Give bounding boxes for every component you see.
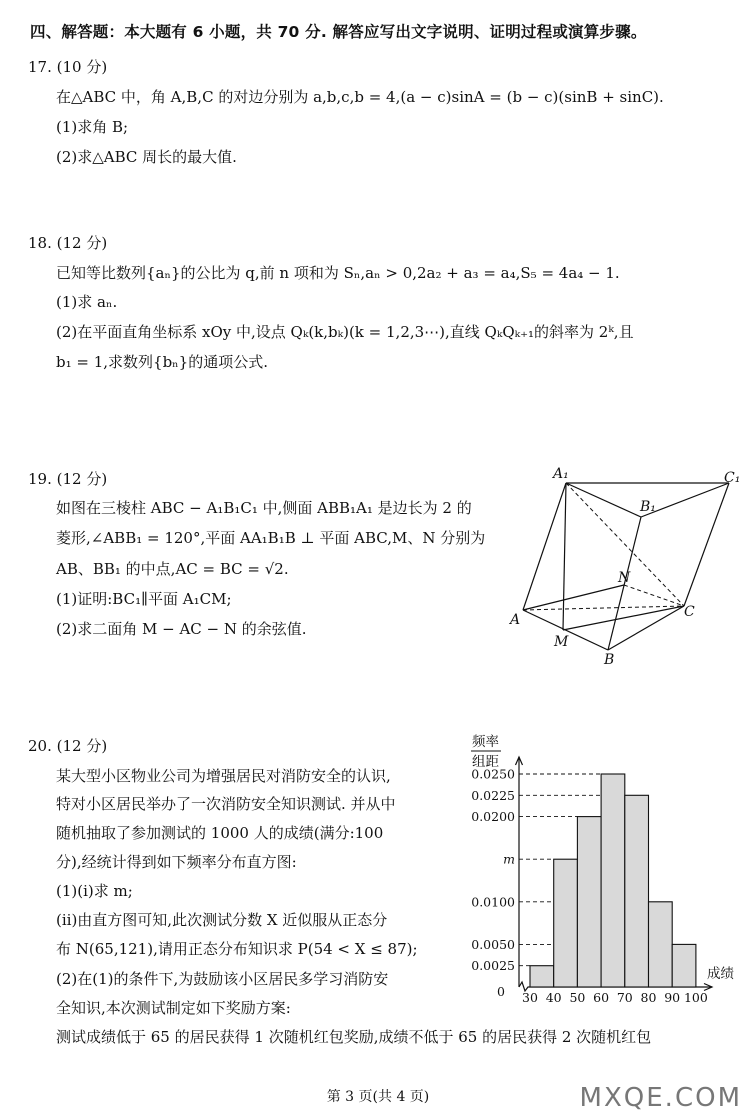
q20-line4: 分),经统计得到如下频率分布直方图: <box>56 853 297 871</box>
x-tick-label: 90 <box>664 990 681 1005</box>
q17-stem: 在△ABC 中，角 A,B,C 的对边分别为 a,b,c,b = 4,(a − c)sinA = (b − c)(sinB + sinC). <box>56 88 664 106</box>
q17-part2: (2)求△ABC 周长的最大值. <box>56 148 237 166</box>
x-tick-label: 50 <box>569 990 586 1005</box>
label-b: B <box>604 652 615 668</box>
y-tick-label: m <box>503 851 515 867</box>
label-c: C <box>684 604 695 620</box>
y-tick-label: 0.0025 <box>471 958 515 974</box>
page-footer: 第 3 页(共 4 页) <box>326 1089 430 1105</box>
y-axis-label-denominator: 组距 <box>472 754 499 770</box>
q19-part2: (2)求二面角 M − AC − N 的余弦值. <box>56 620 307 638</box>
histogram-bar <box>601 774 625 987</box>
q20-number: 20. (12 分) <box>28 737 108 755</box>
q20-line5: (1)(ⅰ)求 m; <box>56 882 133 900</box>
histogram-bar <box>625 795 649 987</box>
q20-line7: 布 N(65,121),请用正态分布知识求 P(54 < X ≤ 87); <box>56 940 418 958</box>
q20-line6: (ⅱ)由直方图可知,此次测试分数 X 近似服从正态分 <box>56 911 388 929</box>
watermark-logo: MXQE.COM <box>579 1083 742 1113</box>
section-header: 四、解答题：本大题有 6 小题，共 70 分. 解答应写出文字说明、证明过程或演算步骤。 <box>30 23 647 41</box>
q17-part1: (1)求角 B; <box>56 118 129 136</box>
q19-line3: AB、BB₁ 的中点,AC = BC = √2. <box>56 560 289 578</box>
q18-part1: (1)求 aₙ. <box>56 293 118 311</box>
q20-line1: 某大型小区物业公司为增强居民对消防安全的认识, <box>56 767 391 785</box>
y-tick-label: 0.0250 <box>471 766 515 782</box>
label-b1: B₁ <box>640 499 656 515</box>
q19-part1: (1)证明:BC₁∥平面 A₁CM; <box>56 590 232 608</box>
x-axis-label: 成绩 <box>707 966 734 982</box>
q20-line3: 随机抽取了参加测试的 1000 人的成绩(满分:100 <box>56 824 384 842</box>
q17-number: 17. (10 分) <box>28 58 108 76</box>
q20-line9: 全知识,本次测试制定如下奖励方案: <box>56 999 291 1017</box>
label-c1: C₁ <box>724 470 741 486</box>
x-tick-label: 30 <box>522 990 538 1005</box>
y-tick-label: 0.0050 <box>471 936 515 952</box>
q19-line2: 菱形,∠ABB₁ = 120°,平面 AA₁B₁B ⊥ 平面 ABC,M、N 分别为 <box>56 529 486 547</box>
histogram-bar <box>530 966 554 987</box>
label-n: N <box>618 570 631 586</box>
histogram-bar <box>672 944 696 987</box>
y-tick-label: 0.0225 <box>471 787 515 803</box>
q19-number: 19. (12 分) <box>28 470 108 488</box>
histogram-bar <box>554 859 578 987</box>
x-tick-label: 80 <box>640 990 657 1005</box>
x-tick-label: 60 <box>593 990 610 1005</box>
x-tick-label: 40 <box>545 990 562 1005</box>
label-a: A <box>510 612 521 628</box>
q18-stem: 已知等比数列{aₙ}的公比为 q,前 n 项和为 Sₙ,aₙ > 0,2a₂ + a₃ = a₄,S₅ = 4a₄ − 1. <box>56 264 620 282</box>
q18-number: 18. (12 分) <box>28 234 108 252</box>
origin-label: 0 <box>497 984 505 999</box>
x-tick-label: 70 <box>616 990 633 1005</box>
q18-part2-line2: b₁ = 1,求数列{bₙ}的通项公式. <box>56 353 268 371</box>
q19-line1: 如图在三棱柱 ABC − A₁B₁C₁ 中,侧面 ABB₁A₁ 是边长为 2 的 <box>56 499 472 517</box>
q20-line8: (2)在(1)的条件下,为鼓励该小区居民多学习消防安 <box>56 970 389 988</box>
histogram-bar <box>577 817 601 987</box>
x-tick-label: 100 <box>683 990 708 1005</box>
y-tick-label: 0.0100 <box>471 894 515 910</box>
label-a1: A₁ <box>553 466 569 482</box>
q20-line10: 测试成绩低于 65 的居民获得 1 次随机红包奖励,成绩不低于 65 的居民获得 2 次随机红包 <box>56 1028 652 1046</box>
histogram-bar <box>649 902 673 987</box>
y-axis-label-numerator: 频率 <box>472 734 499 750</box>
label-m: M <box>554 634 569 650</box>
q20-line2: 特对小区居民举办了一次消防安全知识测试. 并从中 <box>56 795 396 813</box>
q18-part2-line1: (2)在平面直角坐标系 xOy 中,设点 Qₖ(k,bₖ)(k = 1,2,3⋯),直线 QₖQₖ₊₁的斜率为 2ᵏ,且 <box>56 323 634 341</box>
y-tick-label: 0.0200 <box>471 809 515 825</box>
